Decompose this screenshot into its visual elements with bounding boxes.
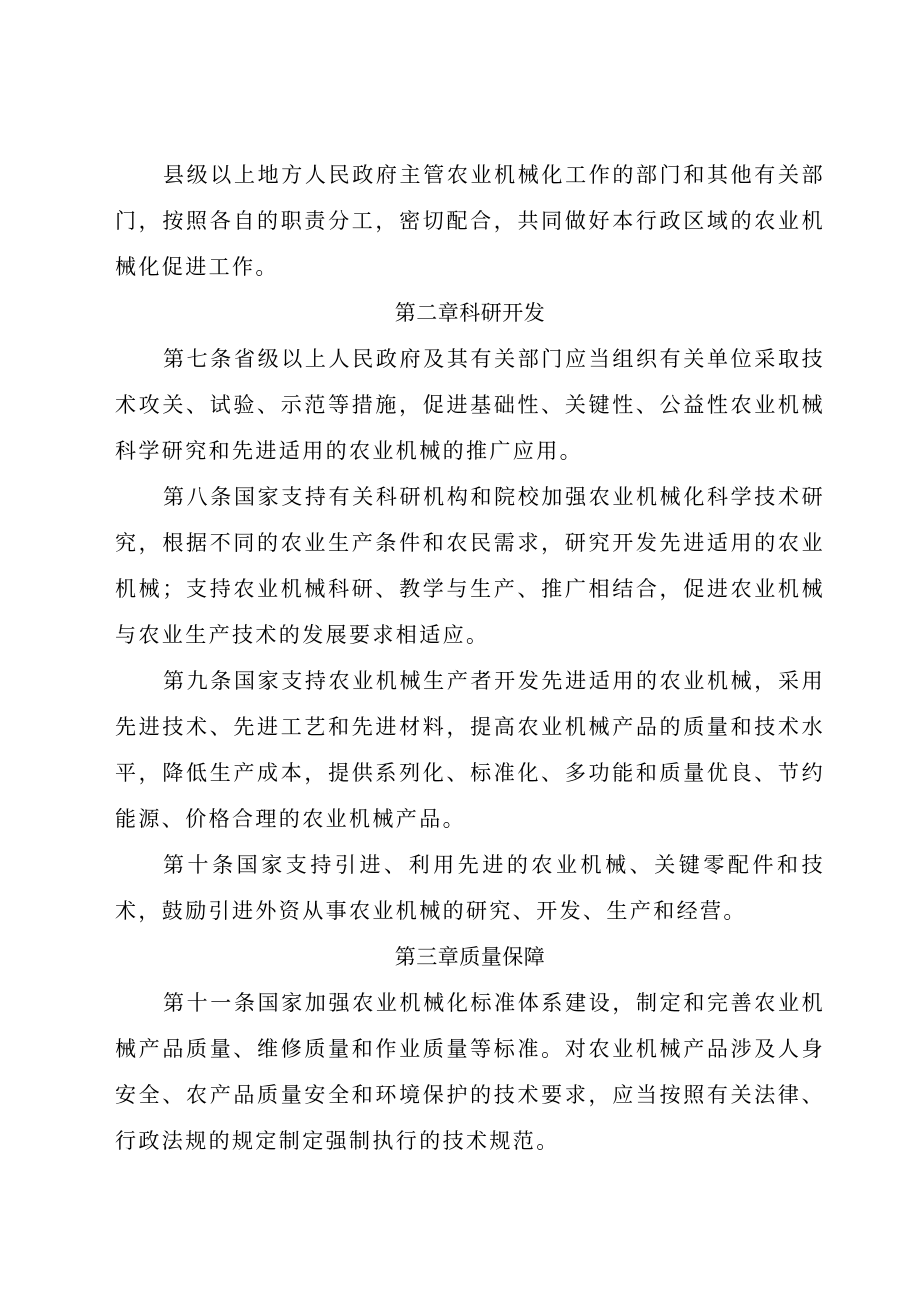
paragraph-article-7: 第七条省级以上人民政府及其有关部门应当组织有关单位采取技术攻关、试验、示范等措施，促进基础性、关键性、公益性农业机械科学研究和先进适用的农业机械的推广应用。 — [115, 347, 825, 463]
paragraph-article-9: 第九条国家支持农业机械生产者开发先进适用的农业机械，采用先进技术、先进工艺和先进材料，提高农业机械产品的质量和技术水平，降低生产成本，提供系列化、标准化、多功能和质量优良、节约能源、价格合理的农业机械产品。 — [115, 669, 825, 831]
paragraph-county-departments: 县级以上地方人民政府主管农业机械化工作的部门和其他有关部门，按照各自的职责分工，密切配合，共同做好本行政区域的农业机械化促进工作。 — [115, 163, 825, 279]
paragraph-article-11: 第十一条国家加强农业机械化标准体系建设，制定和完善农业机械产品质量、维修质量和作业质量等标准。对农业机械产品涉及人身安全、农产品质量安全和环境保护的技术要求，应当按照有关法律、行政法规的规定制定强制执行的技术规范。 — [115, 991, 825, 1153]
paragraph-article-10: 第十条国家支持引进、利用先进的农业机械、关键零配件和技术，鼓励引进外资从事农业机械的研究、开发、生产和经营。 — [115, 853, 825, 923]
chapter-heading-quality: 第三章质量保障 — [394, 945, 546, 969]
document-body — [115, 152, 825, 1164]
paragraph-article-8: 第八条国家支持有关科研机构和院校加强农业机械化科学技术研究，根据不同的农业生产条件和农民需求，研究开发先进适用的农业机械；支持农业机械科研、教学与生产、推广相结合，促进农业机械与农业生产技术的发展要求相适应。 — [115, 485, 825, 647]
chapter-heading-research: 第二章科研开发 — [394, 301, 546, 325]
